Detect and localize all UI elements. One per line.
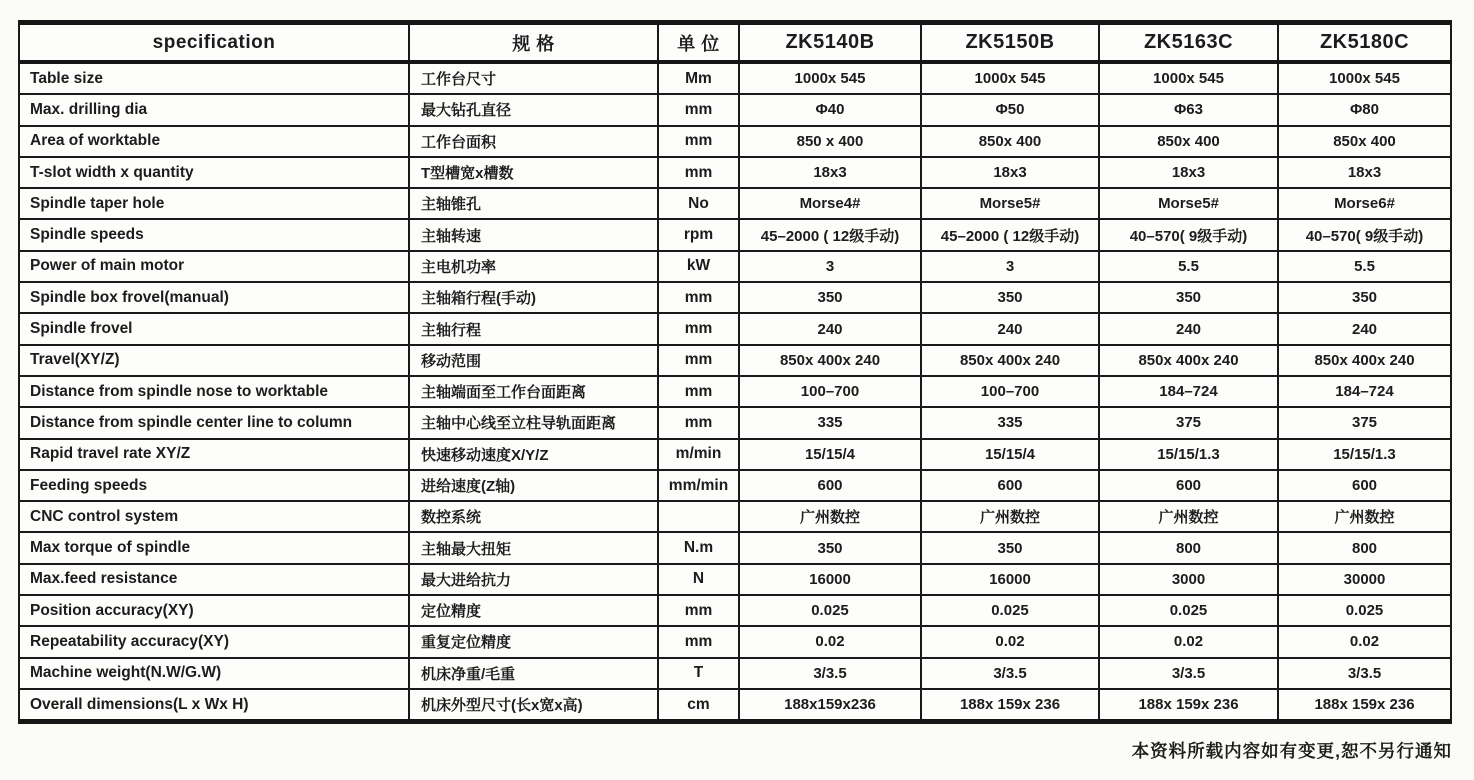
value-zk5180c: 0.02 — [1278, 626, 1451, 657]
spec-zh-cell: 数控系统 — [409, 501, 658, 532]
table-row — [19, 376, 1451, 407]
value-zk5180c: 800 — [1278, 532, 1451, 563]
col-header-zk5163c: ZK5163C — [1099, 23, 1278, 63]
table-row — [19, 532, 1451, 563]
spec-zh-cell: 最大进给抗力 — [409, 564, 658, 595]
spec-zh-cell: 主轴中心线至立柱导轨面距离 — [409, 407, 658, 438]
value-zk5163c: 800 — [1099, 532, 1278, 563]
value-zk5150b: 100–700 — [921, 376, 1099, 407]
spec-en-cell: Max.feed resistance — [19, 564, 409, 595]
value-zk5180c: 1000x 545 — [1278, 62, 1451, 94]
value-zk5163c: 3/3.5 — [1099, 658, 1278, 689]
value-zk5163c: 850x 400x 240 — [1099, 345, 1278, 376]
value-zk5180c: 188x 159x 236 — [1278, 689, 1451, 722]
value-zk5180c: 240 — [1278, 313, 1451, 344]
value-zk5163c: 3000 — [1099, 564, 1278, 595]
spec-zh-cell: 定位精度 — [409, 595, 658, 626]
spec-table-body — [19, 62, 1451, 722]
spec-zh-cell: 主轴端面至工作台面距离 — [409, 376, 658, 407]
value-zk5150b: 18x3 — [921, 157, 1099, 188]
spec-zh-cell: 快速移动速度X/Y/Z — [409, 439, 658, 470]
spec-en-cell: Spindle taper hole — [19, 188, 409, 219]
value-zk5180c: 850x 400x 240 — [1278, 345, 1451, 376]
value-zk5140b: 188x159x236 — [739, 689, 921, 722]
spec-zh-cell: 工作台面积 — [409, 126, 658, 157]
spec-zh-cell: 移动范围 — [409, 345, 658, 376]
value-zk5140b: 850x 400x 240 — [739, 345, 921, 376]
spec-en-cell: Travel(XY/Z) — [19, 345, 409, 376]
value-zk5150b: 850x 400x 240 — [921, 345, 1099, 376]
value-zk5163c: 1000x 545 — [1099, 62, 1278, 94]
table-row — [19, 595, 1451, 626]
spec-zh-cell: 工作台尺寸 — [409, 62, 658, 94]
spec-table — [18, 20, 1452, 724]
value-zk5150b: 240 — [921, 313, 1099, 344]
value-zk5140b: 0.02 — [739, 626, 921, 657]
value-zk5163c: 600 — [1099, 470, 1278, 501]
table-row — [19, 313, 1451, 344]
unit-cell: N.m — [658, 532, 739, 563]
value-zk5163c: 350 — [1099, 282, 1278, 313]
col-header-spec-chinese: 规 格 — [409, 23, 658, 63]
unit-cell: kW — [658, 251, 739, 282]
value-zk5140b: 18x3 — [739, 157, 921, 188]
unit-cell: mm — [658, 376, 739, 407]
unit-cell: mm — [658, 313, 739, 344]
spec-zh-cell: 机床净重/毛重 — [409, 658, 658, 689]
value-zk5150b: 1000x 545 — [921, 62, 1099, 94]
spec-zh-cell: T型槽宽x槽数 — [409, 157, 658, 188]
unit-cell: mm — [658, 626, 739, 657]
value-zk5140b: 0.025 — [739, 595, 921, 626]
value-zk5140b: Morse4# — [739, 188, 921, 219]
value-zk5180c: 375 — [1278, 407, 1451, 438]
value-zk5180c: 0.025 — [1278, 595, 1451, 626]
col-header-unit: 单 位 — [658, 23, 739, 63]
value-zk5150b: 850x 400 — [921, 126, 1099, 157]
spec-en-cell: Max torque of spindle — [19, 532, 409, 563]
value-zk5140b: 3/3.5 — [739, 658, 921, 689]
value-zk5140b: 1000x 545 — [739, 62, 921, 94]
spec-zh-cell: 重复定位精度 — [409, 626, 658, 657]
table-row — [19, 564, 1451, 595]
spec-en-cell: Spindle speeds — [19, 219, 409, 250]
value-zk5163c: 18x3 — [1099, 157, 1278, 188]
table-row — [19, 658, 1451, 689]
value-zk5150b: Morse5# — [921, 188, 1099, 219]
col-header-zk5140b: ZK5140B — [739, 23, 921, 63]
value-zk5140b: 16000 — [739, 564, 921, 595]
table-row — [19, 407, 1451, 438]
value-zk5140b: 3 — [739, 251, 921, 282]
unit-cell: mm — [658, 126, 739, 157]
unit-cell: No — [658, 188, 739, 219]
spec-en-cell: Spindle box frovel(manual) — [19, 282, 409, 313]
spec-en-cell: Machine weight(N.W/G.W) — [19, 658, 409, 689]
table-row — [19, 188, 1451, 219]
value-zk5140b: 240 — [739, 313, 921, 344]
value-zk5163c: Φ63 — [1099, 94, 1278, 125]
spec-en-cell: Spindle frovel — [19, 313, 409, 344]
table-row — [19, 439, 1451, 470]
spec-en-cell: CNC control system — [19, 501, 409, 532]
table-row — [19, 157, 1451, 188]
value-zk5150b: 0.02 — [921, 626, 1099, 657]
value-zk5150b: 0.025 — [921, 595, 1099, 626]
col-header-specification: specification — [19, 23, 409, 63]
value-zk5140b: 15/15/4 — [739, 439, 921, 470]
spec-zh-cell: 进给速度(Z轴) — [409, 470, 658, 501]
value-zk5150b: 45–2000 ( 12级手动) — [921, 219, 1099, 250]
spec-en-cell: Distance from spindle nose to worktable — [19, 376, 409, 407]
table-row — [19, 126, 1451, 157]
value-zk5163c: 5.5 — [1099, 251, 1278, 282]
table-row — [19, 94, 1451, 125]
spec-en-cell: T-slot width x quantity — [19, 157, 409, 188]
value-zk5163c: 184–724 — [1099, 376, 1278, 407]
value-zk5163c: 240 — [1099, 313, 1278, 344]
spec-en-cell: Table size — [19, 62, 409, 94]
col-header-zk5150b: ZK5150B — [921, 23, 1099, 63]
unit-cell: T — [658, 658, 739, 689]
value-zk5150b: 16000 — [921, 564, 1099, 595]
value-zk5163c: 广州数控 — [1099, 501, 1278, 532]
unit-cell: mm/min — [658, 470, 739, 501]
value-zk5150b: 3/3.5 — [921, 658, 1099, 689]
value-zk5150b: 335 — [921, 407, 1099, 438]
unit-cell: Mm — [658, 62, 739, 94]
value-zk5140b: 850 x 400 — [739, 126, 921, 157]
value-zk5163c: Morse5# — [1099, 188, 1278, 219]
value-zk5140b: 335 — [739, 407, 921, 438]
spec-zh-cell: 最大钻孔直径 — [409, 94, 658, 125]
spec-en-cell: Distance from spindle center line to column — [19, 407, 409, 438]
value-zk5163c: 0.02 — [1099, 626, 1278, 657]
value-zk5140b: 100–700 — [739, 376, 921, 407]
value-zk5150b: 15/15/4 — [921, 439, 1099, 470]
value-zk5180c: 3/3.5 — [1278, 658, 1451, 689]
value-zk5140b: 350 — [739, 282, 921, 313]
table-row — [19, 219, 1451, 250]
spec-en-cell: Area of worktable — [19, 126, 409, 157]
table-row — [19, 282, 1451, 313]
value-zk5180c: 广州数控 — [1278, 501, 1451, 532]
value-zk5163c: 0.025 — [1099, 595, 1278, 626]
value-zk5180c: 30000 — [1278, 564, 1451, 595]
col-header-zk5180c: ZK5180C — [1278, 23, 1451, 63]
value-zk5140b: Φ40 — [739, 94, 921, 125]
spec-en-cell: Position accuracy(XY) — [19, 595, 409, 626]
unit-cell: mm — [658, 407, 739, 438]
table-row — [19, 251, 1451, 282]
value-zk5140b: 600 — [739, 470, 921, 501]
table-row — [19, 501, 1451, 532]
value-zk5163c: 850x 400 — [1099, 126, 1278, 157]
unit-cell — [658, 501, 739, 532]
spec-zh-cell: 主轴转速 — [409, 219, 658, 250]
value-zk5150b: 188x 159x 236 — [921, 689, 1099, 722]
unit-cell: m/min — [658, 439, 739, 470]
footer-note: 本资料所载内容如有变更,恕不另行通知 — [1131, 741, 1452, 761]
spec-zh-cell: 主轴最大扭矩 — [409, 532, 658, 563]
spec-en-cell: Power of main motor — [19, 251, 409, 282]
value-zk5180c: Morse6# — [1278, 188, 1451, 219]
value-zk5180c: 5.5 — [1278, 251, 1451, 282]
value-zk5150b: 350 — [921, 282, 1099, 313]
table-row — [19, 626, 1451, 657]
table-row — [19, 689, 1451, 722]
spec-en-cell: Max. drilling dia — [19, 94, 409, 125]
spec-en-cell: Overall dimensions(L x Wx H) — [19, 689, 409, 722]
value-zk5163c: 188x 159x 236 — [1099, 689, 1278, 722]
unit-cell: mm — [658, 345, 739, 376]
spec-zh-cell: 主轴行程 — [409, 313, 658, 344]
value-zk5150b: 350 — [921, 532, 1099, 563]
unit-cell: rpm — [658, 219, 739, 250]
value-zk5163c: 15/15/1.3 — [1099, 439, 1278, 470]
value-zk5180c: Φ80 — [1278, 94, 1451, 125]
value-zk5180c: 600 — [1278, 470, 1451, 501]
value-zk5140b: 广州数控 — [739, 501, 921, 532]
spec-zh-cell: 主轴箱行程(手动) — [409, 282, 658, 313]
spec-en-cell: Repeatability accuracy(XY) — [19, 626, 409, 657]
value-zk5140b: 350 — [739, 532, 921, 563]
value-zk5150b: Φ50 — [921, 94, 1099, 125]
unit-cell: mm — [658, 595, 739, 626]
unit-cell: mm — [658, 157, 739, 188]
table-row — [19, 470, 1451, 501]
value-zk5140b: 45–2000 ( 12级手动) — [739, 219, 921, 250]
spec-zh-cell: 机床外型尺寸(长x宽x高) — [409, 689, 658, 722]
spec-en-cell: Feeding speeds — [19, 470, 409, 501]
value-zk5180c: 184–724 — [1278, 376, 1451, 407]
value-zk5150b: 3 — [921, 251, 1099, 282]
unit-cell: N — [658, 564, 739, 595]
value-zk5163c: 375 — [1099, 407, 1278, 438]
unit-cell: cm — [658, 689, 739, 722]
value-zk5180c: 350 — [1278, 282, 1451, 313]
table-row — [19, 62, 1451, 94]
value-zk5180c: 18x3 — [1278, 157, 1451, 188]
table-row — [19, 345, 1451, 376]
value-zk5180c: 15/15/1.3 — [1278, 439, 1451, 470]
table-header-row — [19, 23, 1451, 63]
value-zk5150b: 广州数控 — [921, 501, 1099, 532]
value-zk5180c: 40–570( 9级手动) — [1278, 219, 1451, 250]
value-zk5150b: 600 — [921, 470, 1099, 501]
unit-cell: mm — [658, 94, 739, 125]
value-zk5163c: 40–570( 9级手动) — [1099, 219, 1278, 250]
spec-zh-cell: 主电机功率 — [409, 251, 658, 282]
unit-cell: mm — [658, 282, 739, 313]
value-zk5180c: 850x 400 — [1278, 126, 1451, 157]
spec-zh-cell: 主轴锥孔 — [409, 188, 658, 219]
spec-en-cell: Rapid travel rate XY/Z — [19, 439, 409, 470]
